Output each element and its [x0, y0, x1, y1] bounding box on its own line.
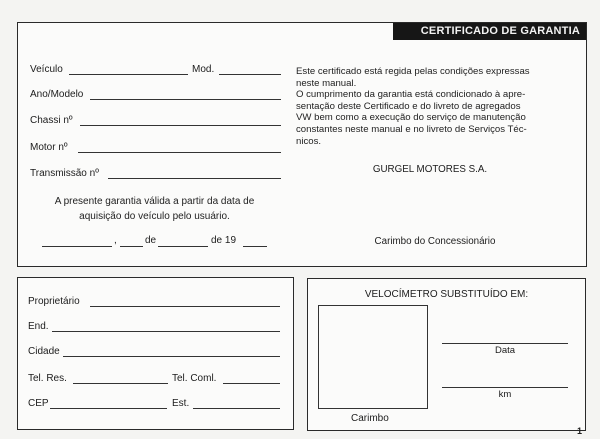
stamp-label: Carimbo [351, 413, 389, 424]
transmissao-label: Transmissão nº [30, 168, 99, 179]
mod-label: Mod. [192, 64, 215, 75]
speedometer-date-label: Data [494, 345, 516, 356]
chassi-label: Chassi nº [30, 115, 73, 126]
tel-res-label: Tel. Res. [28, 373, 67, 384]
terms-line: nicos. [296, 135, 322, 147]
end-label: End. [28, 321, 49, 332]
est-field[interactable] [193, 408, 280, 409]
terms-line: O cumprimento da garantia está condicionado à apre- [296, 89, 526, 101]
mod-field[interactable] [219, 74, 281, 75]
page-number: 1 [577, 426, 583, 436]
validity-line-2: aquisição do veículo pelo usuário. [79, 211, 230, 222]
proprietario-field[interactable] [90, 306, 280, 307]
terms-line: Este certificado está regida pelas condições expressas [296, 66, 530, 77]
speedometer-km-field[interactable] [442, 387, 568, 388]
cidade-label: Cidade [28, 346, 60, 357]
certificate-header: CERTIFICADO DE GARANTIA [393, 23, 586, 40]
date-de19-label: de 19 [211, 235, 237, 246]
terms-line: neste manual. [296, 77, 357, 89]
terms-line: constantes neste manual e no livreto de Serviços Téc- [296, 123, 527, 135]
tel-coml-field[interactable] [223, 383, 280, 384]
tel-coml-label: Tel. Coml. [172, 373, 217, 384]
speedometer-km-label: km [498, 389, 512, 400]
date-month-name-field[interactable] [158, 246, 208, 247]
tel-res-field[interactable] [73, 383, 168, 384]
speedometer-date-field[interactable] [442, 343, 568, 344]
date-de-label: de [145, 235, 157, 246]
company-name: GURGEL MOTORES S.A. [372, 164, 488, 175]
date-month-field[interactable] [120, 246, 143, 247]
date-day-field[interactable] [42, 246, 112, 247]
veiculo-label: Veículo [30, 64, 63, 75]
cep-field[interactable] [50, 408, 167, 409]
speedometer-title: VELOCÍMETRO SUBSTITUÍDO EM: [364, 289, 529, 300]
cep-label: CEP [28, 398, 49, 409]
motor-field[interactable] [78, 152, 281, 153]
validity-text [28, 194, 281, 224]
date-comma: , [114, 235, 117, 246]
veiculo-field[interactable] [69, 74, 188, 75]
end-field[interactable] [52, 331, 280, 332]
date-year-field[interactable] [243, 246, 267, 247]
stamp-area[interactable] [318, 305, 428, 409]
motor-label: Motor nº [30, 142, 68, 153]
terms-line: sentação deste Certificado e do livreto de agregados [296, 100, 521, 112]
chassi-field[interactable] [80, 125, 281, 126]
dealer-stamp-label: Carimbo do Concessionário [374, 236, 496, 247]
terms-line: VW bem como a execução do serviço de manutenção [296, 112, 526, 124]
validity-line-1: A presente garantia válida a partir da data de [54, 196, 255, 207]
cidade-field[interactable] [63, 356, 280, 357]
proprietario-label: Proprietário [28, 296, 80, 307]
warranty-terms [296, 66, 578, 147]
est-label: Est. [172, 398, 190, 409]
transmissao-field[interactable] [108, 178, 281, 179]
ano-modelo-label: Ano/Modelo [30, 89, 84, 100]
ano-modelo-field[interactable] [90, 99, 281, 100]
